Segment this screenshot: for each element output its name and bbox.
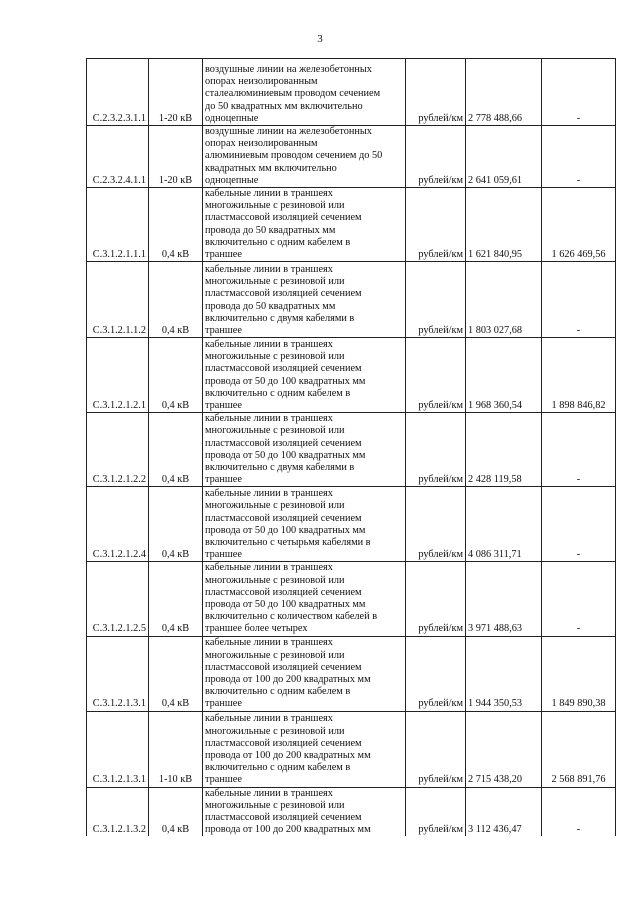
description-line: кабельные линии в траншеях xyxy=(205,188,333,200)
description-cell xyxy=(203,126,406,188)
unit-cell: рублей/км xyxy=(406,787,466,836)
tariff-code-cell: С.3.1.2.1.1.1 xyxy=(87,188,149,262)
description-line: пластмассовой изоляцией сечением xyxy=(205,661,362,673)
description-line: провода до 50 квадратных мм xyxy=(205,300,336,312)
description-line: включительно с количеством кабелей в xyxy=(205,611,378,623)
description-line: траншее xyxy=(205,325,242,337)
description-line: сталеалюминиевым проводом сечением xyxy=(205,88,381,100)
rate-value-cell: 2 428 119,58 xyxy=(466,413,542,487)
rate-value-cell: 1 968 360,54 xyxy=(466,338,542,413)
page-number: 3 xyxy=(317,33,323,45)
description-line: траншее xyxy=(205,249,242,261)
rate-value-cell: 3 112 436,47 xyxy=(466,787,542,836)
description-line: провода от 100 до 200 квадратных мм xyxy=(205,750,371,762)
description-line: многожильные с резиновой или xyxy=(205,351,345,363)
description-line: многожильные с резиновой или xyxy=(205,200,345,212)
voltage-cell: 0,4 кВ xyxy=(149,188,203,262)
voltage-cell: 0,4 кВ xyxy=(149,562,203,636)
unit-cell: рублей/км xyxy=(406,262,466,338)
description-line: пластмассовой изоляцией сечением xyxy=(205,437,362,449)
rate-value-alt-cell: - xyxy=(542,413,616,487)
rate-value-alt-cell: 1 626 469,56 xyxy=(542,188,616,262)
tariff-code-cell: С.2.3.2.3.1.1 xyxy=(87,59,149,126)
description-line: включительно с одним кабелем в xyxy=(205,686,351,698)
voltage-cell: 1-20 кВ xyxy=(149,126,203,188)
description-line: пластмассовой изоляцией сечением xyxy=(205,512,362,524)
tariff-code-cell: С.3.1.2.1.3.1 xyxy=(87,636,149,711)
rate-value-cell: 4 086 311,71 xyxy=(466,487,542,562)
description-line: воздушные линии на железобетонных xyxy=(205,126,372,137)
description-line: включительно с одним кабелем в xyxy=(205,762,351,774)
rate-value-cell: 1 803 027,68 xyxy=(466,262,542,338)
description-line: воздушные линии на железобетонных xyxy=(205,63,372,75)
rate-value-cell: 3 971 488,63 xyxy=(466,562,542,636)
description-line: траншее xyxy=(205,774,242,786)
description-cell xyxy=(203,787,406,836)
description-line: одноцепные xyxy=(205,112,259,124)
table-row xyxy=(87,59,616,126)
description-line: включительно с двумя кабелями в xyxy=(205,312,355,324)
description-cell xyxy=(203,338,406,413)
rate-value-alt-cell: - xyxy=(542,126,616,188)
description-line: включительно с четырьмя кабелями в xyxy=(205,537,371,549)
description-line: кабельные линии в траншеях xyxy=(205,264,333,276)
description-line: пластмассовой изоляцией сечением xyxy=(205,288,362,300)
description-line: траншее более четырех xyxy=(205,623,308,635)
description-line: квадратных мм включительно xyxy=(205,162,337,174)
tariff-code-cell: С.3.1.2.1.3.2 xyxy=(87,787,149,836)
table-row xyxy=(87,126,616,188)
voltage-cell: 1-10 кВ xyxy=(149,711,203,787)
rate-value-alt-cell: 1 898 846,82 xyxy=(542,338,616,413)
voltage-cell: 0,4 кВ xyxy=(149,487,203,562)
description-line: пластмассовой изоляцией сечением xyxy=(205,212,362,224)
description-line: провода от 100 до 200 квадратных мм xyxy=(205,674,371,686)
description-line: включительно с двумя кабелями в xyxy=(205,462,355,474)
voltage-cell: 0,4 кВ xyxy=(149,636,203,711)
description-line: провода до 50 квадратных мм xyxy=(205,224,336,236)
description-line: траншее xyxy=(205,474,242,486)
description-cell xyxy=(203,487,406,562)
rate-value-alt-cell: 1 849 890,38 xyxy=(542,636,616,711)
description-line: кабельные линии в траншеях xyxy=(205,413,333,425)
description-line: включительно с одним кабелем в xyxy=(205,387,351,399)
table-row xyxy=(87,338,616,413)
description-line: провода от 50 до 100 квадратных мм xyxy=(205,375,366,387)
rate-value-alt-cell: - xyxy=(542,562,616,636)
description-line: многожильные с резиновой или xyxy=(205,574,345,586)
table-row xyxy=(87,188,616,262)
voltage-cell: 1-20 кВ xyxy=(149,59,203,126)
description-line: провода от 50 до 100 квадратных мм xyxy=(205,599,366,611)
tariff-code-cell: С.2.3.2.4.1.1 xyxy=(87,126,149,188)
tariff-code-cell: С.3.1.2.1.1.2 xyxy=(87,262,149,338)
voltage-cell: 0,4 кВ xyxy=(149,413,203,487)
rate-value-alt-cell: - xyxy=(542,262,616,338)
table-row xyxy=(87,562,616,636)
description-line: опорах неизолированным xyxy=(205,76,318,88)
tariff-code-cell: С.3.1.2.1.2.1 xyxy=(87,338,149,413)
description-cell xyxy=(203,262,406,338)
description-line: многожильные с резиновой или xyxy=(205,500,345,512)
description-line: провода от 100 до 200 квадратных мм xyxy=(205,824,371,836)
table-row xyxy=(87,413,616,487)
tariff-table xyxy=(86,58,616,836)
rate-value-cell: 1 621 840,95 xyxy=(466,188,542,262)
description-line: включительно с одним кабелем в xyxy=(205,236,351,248)
description-cell xyxy=(203,636,406,711)
voltage-cell: 0,4 кВ xyxy=(149,787,203,836)
description-line: многожильные с резиновой или xyxy=(205,649,345,661)
description-line: кабельные линии в траншеях xyxy=(205,562,333,574)
tariff-code-cell: С.3.1.2.1.2.4 xyxy=(87,487,149,562)
description-cell xyxy=(203,562,406,636)
description-cell xyxy=(203,711,406,787)
table-row xyxy=(87,487,616,562)
description-line: провода от 50 до 100 квадратных мм xyxy=(205,449,366,461)
rate-value-alt-cell: - xyxy=(542,787,616,836)
description-line: одноцепные xyxy=(205,174,259,186)
description-line: многожильные с резиновой или xyxy=(205,799,345,811)
unit-cell: рублей/км xyxy=(406,59,466,126)
description-line: многожильные с резиновой или xyxy=(205,425,345,437)
rate-value-alt-cell: - xyxy=(542,59,616,126)
description-line: траншее xyxy=(205,549,242,561)
description-line: пластмассовой изоляцией сечением xyxy=(205,737,362,749)
table-row xyxy=(87,787,616,836)
description-line: пластмассовой изоляцией сечением xyxy=(205,586,362,598)
unit-cell: рублей/км xyxy=(406,126,466,188)
description-line: кабельные линии в траншеях xyxy=(205,637,333,649)
description-line: многожильные с резиновой или xyxy=(205,276,345,288)
table-row xyxy=(87,262,616,338)
description-cell xyxy=(203,413,406,487)
unit-cell: рублей/км xyxy=(406,338,466,413)
description-cell xyxy=(203,59,406,126)
description-line: кабельные линии в траншеях xyxy=(205,787,333,799)
description-line: пластмассовой изоляцией сечением xyxy=(205,363,362,375)
description-line: кабельные линии в траншеях xyxy=(205,488,333,500)
description-line: опорах неизолированным xyxy=(205,138,318,150)
unit-cell: рублей/км xyxy=(406,188,466,262)
tariff-table-body xyxy=(87,59,616,837)
rate-value-alt-cell: 2 568 891,76 xyxy=(542,711,616,787)
unit-cell: рублей/км xyxy=(406,636,466,711)
rate-value-cell: 2 778 488,66 xyxy=(466,59,542,126)
tariff-code-cell: С.3.1.2.1.2.5 xyxy=(87,562,149,636)
rate-value-cell: 2 641 059,61 xyxy=(466,126,542,188)
voltage-cell: 0,4 кВ xyxy=(149,262,203,338)
description-line: траншее xyxy=(205,698,242,710)
unit-cell: рублей/км xyxy=(406,562,466,636)
description-cell xyxy=(203,188,406,262)
unit-cell: рублей/км xyxy=(406,487,466,562)
description-line: провода от 50 до 100 квадратных мм xyxy=(205,524,366,536)
description-line: пластмассовой изоляцией сечением xyxy=(205,812,362,824)
description-line: до 50 квадратных мм включительно xyxy=(205,100,363,112)
tariff-code-cell: С.3.1.2.1.2.2 xyxy=(87,413,149,487)
tariff-code-cell: С.3.1.2.1.3.1 xyxy=(87,711,149,787)
unit-cell: рублей/км xyxy=(406,413,466,487)
description-line: многожильные с резиновой или xyxy=(205,725,345,737)
table-row xyxy=(87,636,616,711)
description-line: алюминиевым проводом сечением до 50 xyxy=(205,150,383,162)
rate-value-cell: 2 715 438,20 xyxy=(466,711,542,787)
rate-value-alt-cell: - xyxy=(542,487,616,562)
description-line: кабельные линии в траншеях xyxy=(205,713,333,725)
rate-value-cell: 1 944 350,53 xyxy=(466,636,542,711)
description-line: кабельные линии в траншеях xyxy=(205,339,333,351)
voltage-cell: 0,4 кВ xyxy=(149,338,203,413)
unit-cell: рублей/км xyxy=(406,711,466,787)
table-row xyxy=(87,711,616,787)
description-line: траншее xyxy=(205,400,242,412)
